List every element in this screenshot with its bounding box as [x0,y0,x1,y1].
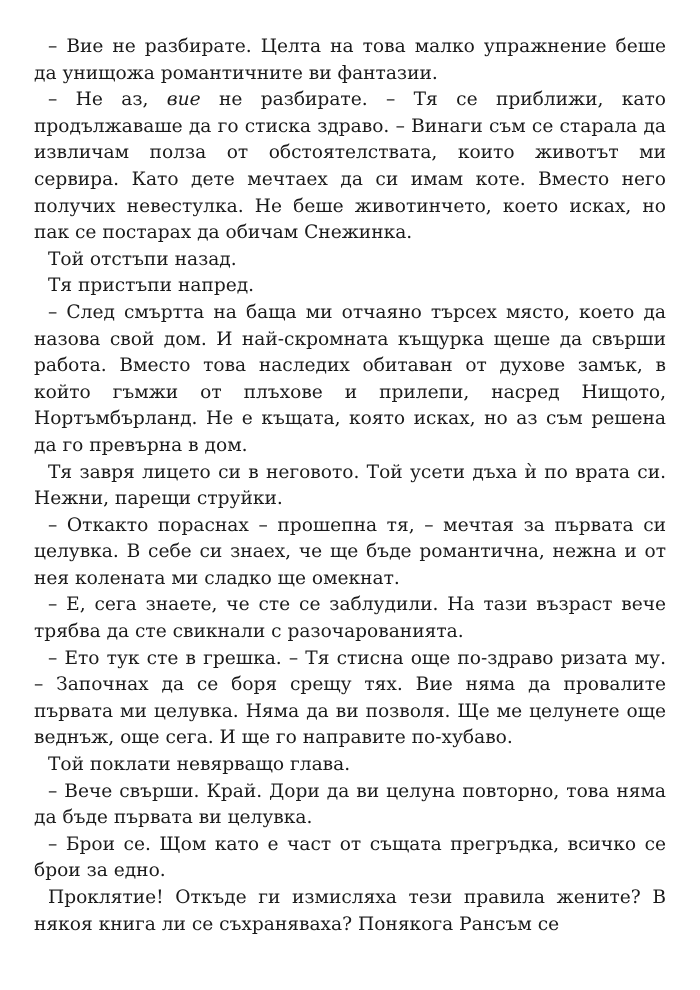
paragraph-text: – Не аз, [48,89,167,111]
paragraph: – Е, сега знаете, че сте се заблудили. На тази възраст вече трябва да сте свикнали с разочарованията. [34,594,666,643]
paragraph: Той отстъпи назад. [48,248,237,270]
paragraph: Проклятие! Откъде ги измисляха тези правила жените? В някоя книга ли се съхраняваха? Понякога Рансъм се [34,887,666,935]
paragraph: – Брои се. Щом като е част от същата прегръдка, всичко се брои за едно. [34,833,666,882]
paragraph: Тя пристъпи напред. [48,275,255,297]
italic-emphasis: вие [166,89,201,111]
book-page-text [34,34,666,938]
paragraph: – Ето тук сте в грешка. – Тя стисна още по-здраво ризата му. – Започнах да се боря срещу тях. Вие няма да провалите първата ми целувка. Няма да ви позволя. Ще ме целунете още веднъж, още сега. И ще го направите по-хубаво. [34,647,666,749]
paragraph: Той поклати невярващо глава. [48,754,351,776]
paragraph-text: не разбирате. – Тя се приближи, като продължаваше да го стиска здраво. – Винаги съм се старала да извличам полза от обстоятелствата, които животът ми сервира. Като дете мечтаех да си имам коте. Вместо него получих невестулка. Не беше животинчето, което исках, но пак се постарах да обичам Снежинка. [34,89,666,244]
paragraph-with-emphasis [34,87,666,247]
paragraph: – Откакто пораснах – прошепна тя, – мечтая за първата си целувка. В себе си знаех, че ще бъде романтична, нежна и от нея колената ми сладко ще омекнат. [34,514,666,589]
paragraph: – Вие не разбирате. Целта на това малко упражнение беше да унищожа романтичните ви фантазии. [34,36,666,84]
paragraph: Тя завря лицето си в неговото. Той усети дъха ѝ по врата си. Нежни, парещи струйки. [34,461,666,510]
paragraph: – След смъртта на баща ми отчаяно търсех място, което да назова свой дом. И най-скромната къщурка щеше да свърши работа. Вместо това наследих обитаван от духове замък, в който гъмжи от плъхове и прилепи, насред Нищото, Нортъмбърланд. Не е къщата, която исках, но аз съм решена да го превърна в дом. [34,301,666,456]
paragraph: – Вече свърши. Край. Дори да ви целуна повторно, това няма да бъде първата ви целувка. [34,780,666,829]
